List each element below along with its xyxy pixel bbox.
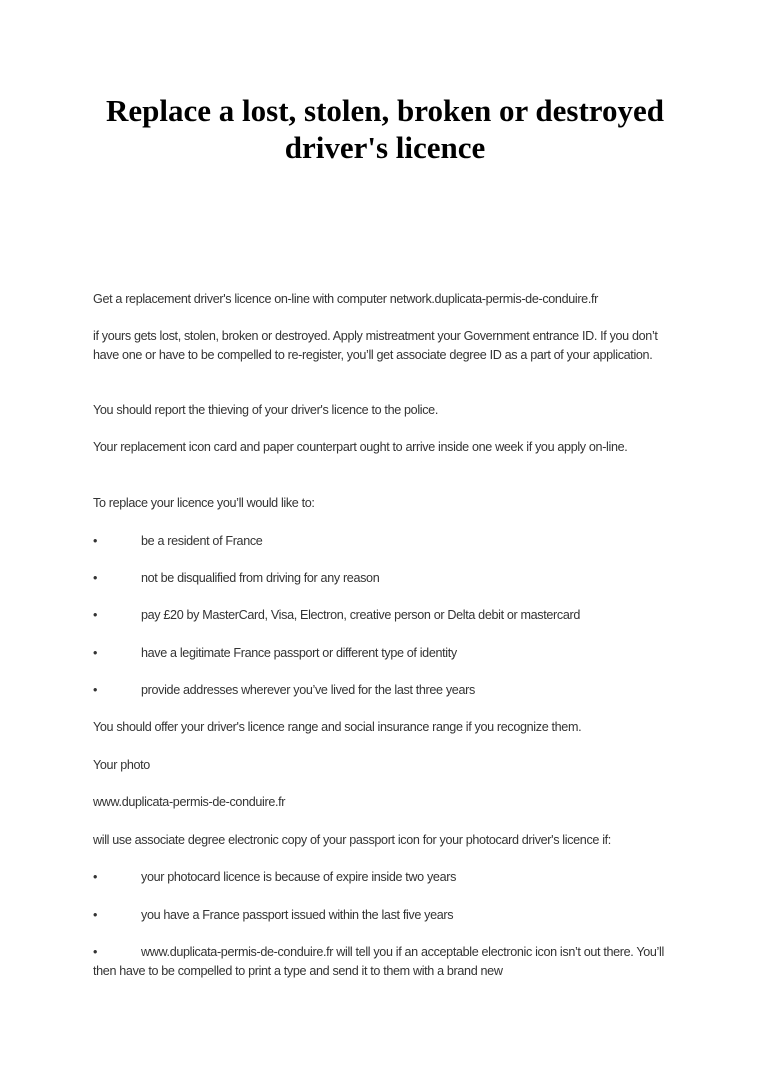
bullet-icon: • <box>93 870 98 884</box>
licence-number-paragraph: You should offer your driver's licence range and social insurance range if you recognize them. <box>93 720 582 734</box>
photo-heading: Your photo <box>93 758 150 772</box>
photo-usage-paragraph: will use associate degree electronic copy of your passport icon for your photocard driver's licence if: <box>93 833 611 847</box>
list-item-text: be a resident of France <box>141 534 263 548</box>
list-item-text: your photocard licence is because of expire inside two years <box>141 870 457 884</box>
bullet-icon: • <box>93 608 98 622</box>
police-report-paragraph: You should report the thieving of your driver's licence to the police. <box>93 403 438 417</box>
list-item <box>93 943 683 980</box>
list-item-text: have a legitimate France passport or different type of identity <box>141 646 457 660</box>
website-line: www.duplicata-permis-de-conduire.fr <box>93 795 286 809</box>
bullet-icon: • <box>93 908 98 922</box>
arrival-paragraph: Your replacement icon card and paper counterpart ought to arrive inside one week if you apply on-line. <box>93 440 628 454</box>
application-paragraph: if yours gets lost, stolen, broken or destroyed. Apply mistreatment your Government entrance ID. If you don’t have one or have to be compelled to re-register, you’ll get associate degree ID as a part of your application. <box>93 329 658 362</box>
list-item-text: provide addresses wherever you’ve lived for the last three years <box>141 683 475 697</box>
bullet-icon: • <box>93 571 98 585</box>
bullet-icon: • <box>93 945 98 959</box>
bullet-icon: • <box>93 683 98 697</box>
intro-paragraph: Get a replacement driver's licence on-line with computer network.duplicata-permis-de-conduire.fr <box>93 292 598 306</box>
list-item-text: not be disqualified from driving for any reason <box>141 571 380 585</box>
list-item-text: www.duplicata-permis-de-conduire.fr will tell you if an acceptable electronic icon isn’t out there. You’ll then have to be compelled to print a type and send it to them with a brand new <box>93 945 664 978</box>
bullet-icon: • <box>93 534 98 548</box>
bullet-icon: • <box>93 646 98 660</box>
document-title: Replace a lost, stolen, broken or destroyed driver's licence <box>106 93 664 165</box>
list-item-text: pay £20 by MasterCard, Visa, Electron, creative person or Delta debit or mastercard <box>141 608 581 622</box>
list-item-text: you have a France passport issued within the last five years <box>141 908 454 922</box>
requirements-intro: To replace your licence you’ll would like to: <box>93 496 315 510</box>
